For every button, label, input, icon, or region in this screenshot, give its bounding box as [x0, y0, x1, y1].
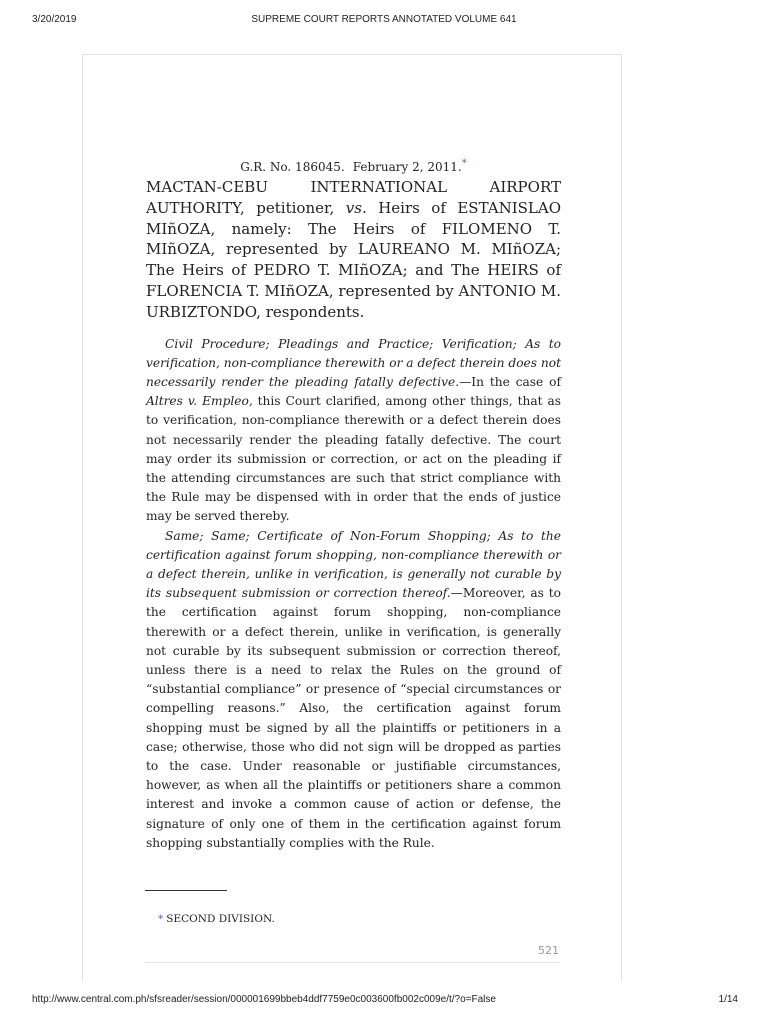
footnote-divider — [145, 890, 227, 891]
syllabus-1-body: this Court clarified, among other things, that as to verification, non-compliance therewith or a defect therein does not necessarily render the pleading fatally defective. The court may order its submission or correction, or act on the pleading if the attending circumstances are such that strict compliance with the Rule may be dispensed with in order that the ends of justice may be served thereby. — [146, 394, 562, 524]
footnote — [158, 913, 275, 925]
print-title: SUPREME COURT REPORTS ANNOTATED VOLUME 641 — [251, 14, 517, 25]
case-number-line — [146, 159, 561, 175]
print-url: http://www.central.com.ph/sfsreader/session/000001699bbeb4ddf7759e0c003600fb002c009e/t/?o=False — [32, 994, 496, 1005]
syllabus-paragraph-1 — [146, 335, 561, 527]
case-parties — [146, 177, 561, 323]
parties-petitioner: MACTAN-CEBU INTERNATIONAL AIRPORT AUTHORITY, petitioner, — [146, 178, 561, 217]
syllabus-paragraph-2 — [146, 527, 561, 853]
syllabus-1-heading: Civil Procedure; Pleadings and Practice; Verification; As to verification, non-compliance therewith or a defect therein does not necessarily render the pleading fatally defective. — [146, 336, 561, 389]
gr-number: G.R. No. 186045. — [240, 160, 345, 174]
page-bottom-divider — [145, 962, 560, 963]
syllabus-1-case-cite: Altres v. Empleo, — [146, 394, 253, 409]
parties-respondents: Heirs of ESTANISLAO MIñOZA, namely: The Heirs of FILOMENO T. MIñOZA, represented by LAUREANO M. MIñOZA; The Heirs of PEDRO T. MIñOZA; and The HEIRS of FLORENCIA T. MIñOZA, represented by ANTONIO M. URBIZTONDO, respondents. — [146, 198, 562, 321]
syllabus-2-heading: Same; Same; Certificate of Non-Forum Shopping; As to the certification against forum shopping, non-compliance therewith or a defect therein, unlike in verification, is generally not curable by its subsequent submission or correction thereof. — [146, 528, 561, 601]
print-page-count: 1/14 — [718, 994, 738, 1005]
syllabus-1-lead: —In the case of — [459, 374, 562, 389]
page-content — [146, 159, 561, 853]
print-header — [0, 14, 768, 28]
print-footer — [0, 994, 768, 1008]
versus-text: vs. — [345, 198, 367, 217]
footnote-marker[interactable]: * — [158, 913, 164, 925]
page-number: 521 — [538, 944, 559, 957]
case-date: February 2, 2011. — [352, 160, 462, 174]
syllabus-2-body: —Moreover, as to the certification against forum shopping, non-compliance therewith or a defect therein, unlike in verification, is generally not curable by its subsequent submission or correction thereof, unless there is a need to relax the Rules on the ground of “substantial compliance” or presence of “special circumstances or compelling reasons.” Also, the certification against forum shopping must be signed by all the plaintiffs or petitioners in a case; otherwise, those who did not sign will be dropped as parties to the case. Under reasonable or justifiable circumstances, however, as when all the plaintiffs or petitioners share a common interest and invoke a common cause of action or defense, the signature of only one of them in the certification against forum shopping substantially complies with the Rule. — [146, 586, 561, 850]
footnote-link[interactable]: * — [461, 158, 467, 169]
print-date: 3/20/2019 — [32, 14, 77, 25]
document-page — [82, 54, 622, 982]
footnote-text: SECOND DIVISION. — [166, 913, 275, 925]
